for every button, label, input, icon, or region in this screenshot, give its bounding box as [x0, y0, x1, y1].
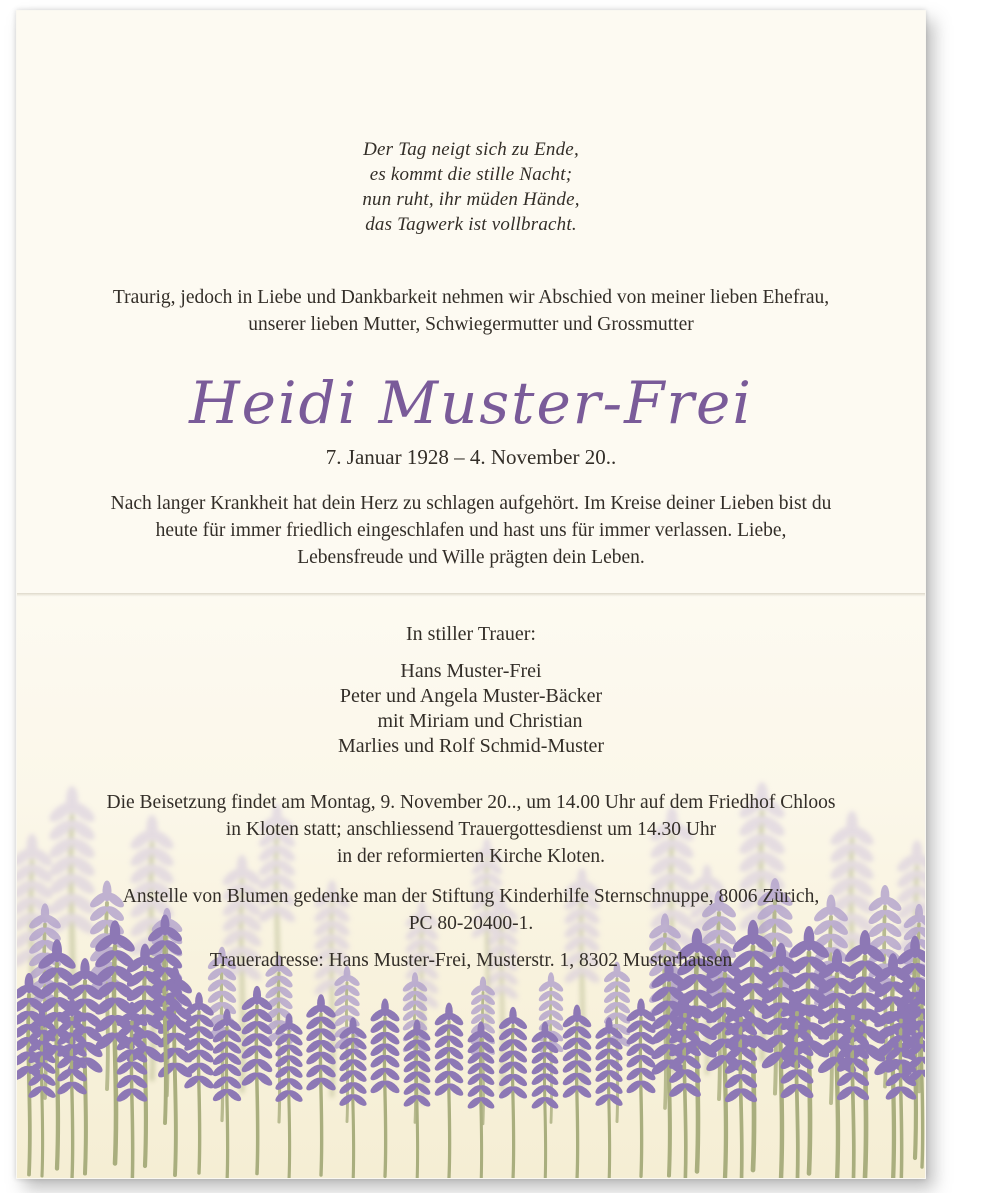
obituary-line: heute für immer friedlich eingeschlafen und hast uns für immer verlassen. Liebe,: [155, 520, 787, 541]
funeral-line: in Kloten statt; anschliessend Trauergottesdienst um 14.30 Uhr: [225, 819, 717, 840]
obituary-line: Nach langer Krankheit hat dein Herz zu schlagen aufgehört. Im Kreise deiner Lieben bist du: [110, 493, 832, 514]
donation-line: PC 80-20400-1.: [408, 913, 534, 934]
intro-line: Traurig, jedoch in Liebe und Dankbarkeit nehmen wir Abschied von meiner lieben Ehefrau,: [112, 287, 830, 308]
farewell-intro: [17, 284, 925, 338]
poem-line: das Tagwerk ist vollbracht.: [365, 214, 577, 235]
donation-note: [17, 883, 925, 937]
mourner-name: Hans Muster-Frei: [400, 660, 542, 682]
mourner-name: mit Miriam und Christian: [377, 710, 583, 732]
funeral-line: in der reformierten Kirche Kloten.: [336, 846, 605, 867]
card-bottom-panel: [17, 597, 925, 1178]
deceased-name: Heidi Muster-Frei: [189, 369, 753, 437]
poem-line: es kommt die stille Nacht;: [369, 164, 573, 185]
intro-line: unserer lieben Mutter, Schwiegermutter und Grossmutter: [248, 314, 694, 335]
mourner-name: Marlies und Rolf Schmid-Muster: [337, 735, 605, 757]
funeral-line: Die Beisetzung findet am Montag, 9. November 20.., um 14.00 Uhr auf dem Friedhof Chloos: [106, 792, 836, 813]
life-dates: 7. Januar 1928 – 4. November 20..: [325, 445, 617, 469]
donation-line: Anstelle von Blumen gedenke man der Stiftung Kinderhilfe Sternschnuppe, 8006 Zürich,: [122, 886, 820, 907]
memorial-card: [16, 10, 926, 1179]
mourners-list: [17, 659, 925, 759]
opening-poem: [17, 137, 925, 237]
obituary-line: Lebensfreude und Wille prägten dein Leben.: [297, 547, 645, 568]
poem-line: nun ruht, ihr müden Hände,: [362, 189, 580, 210]
card-top-panel: [17, 11, 925, 593]
poem-line: Der Tag neigt sich zu Ende,: [363, 139, 579, 160]
obituary-text: [17, 490, 925, 571]
mourning-address: Traueradresse: Hans Muster-Frei, Musterstr. 1, 8302 Musterhausen: [209, 950, 733, 971]
mourning-heading: In stiller Trauer:: [406, 623, 536, 645]
mourner-name: Peter und Angela Muster-Bäcker: [339, 685, 603, 707]
funeral-details: [17, 789, 925, 870]
